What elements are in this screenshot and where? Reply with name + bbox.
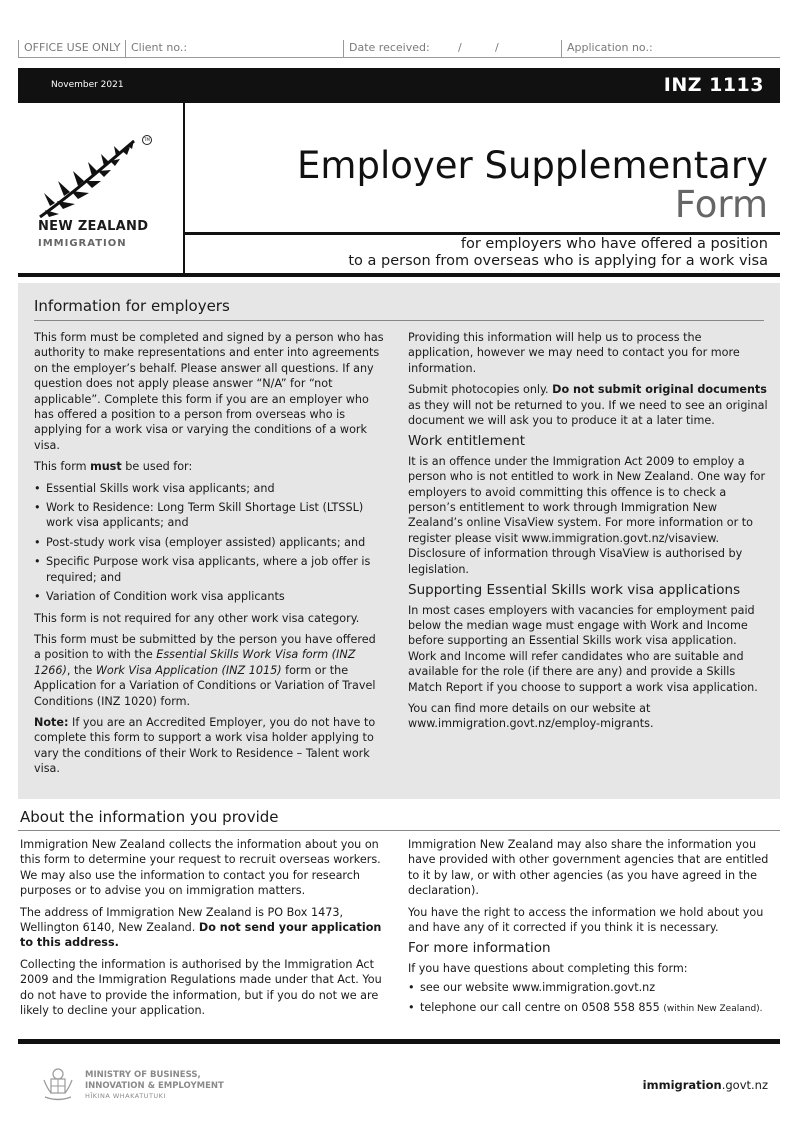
info-photocopies (408, 382, 768, 428)
text-span: form or the Application for a Variation of Conditions or Variation of Travel Conditions (INZ 1020) form. (34, 663, 376, 708)
text-span: This form must be submitted by the person you have offered a position to with the (34, 632, 376, 662)
info-submit-paragraph (34, 632, 384, 709)
form-title-line1: Employer Supplementary (297, 144, 768, 187)
text-span: The address of Immigration New Zealand is PO Box 1473, Wellington 6140, New Zealand. (20, 905, 344, 935)
info-right-column (408, 330, 768, 738)
more-info-heading: For more information (408, 940, 551, 957)
text-span: If you are an Accredited Employer, you do not have to complete this form to support a work visa holder applying to vary the conditions of their Work to Residence – Talent work visa. (34, 715, 376, 776)
text-span-italic: Work Visa Application (INZ 1015) (95, 663, 282, 677)
info-paragraph: This form is not required for any other work visa category. (34, 611, 360, 625)
about-paragraph: If you have questions about completing this form: (408, 961, 688, 975)
about-paragraph: Immigration New Zealand collects the information about you on this form to determine your request to recruit overseas workers. We may also use the information to contact you for research purposes or to advise you on immigration matters. (20, 838, 381, 898)
text-span: , the (66, 663, 96, 677)
about-right-column (408, 837, 778, 1023)
list-item: • Post-study work visa (employer assisted) applicants; and (34, 535, 384, 550)
text-span-bold: Do not send your application to this address. (20, 921, 382, 950)
office-use-label: OFFICE USE ONLY (18, 40, 120, 58)
note-label: Note: (34, 715, 69, 729)
text-span: telephone our call centre on 0508 558 855 (420, 1000, 664, 1014)
visa-types-list (34, 481, 384, 605)
form-date: November 2021 (51, 80, 124, 90)
mbie-line2: INNOVATION & EMPLOYMENT (85, 1081, 224, 1091)
header-divider (183, 103, 185, 273)
trademark-mark: TM (142, 135, 152, 145)
about-left-column (20, 837, 385, 1024)
mbie-line1: MINISTRY OF BUSINESS, (85, 1070, 201, 1080)
list-item: • Variation of Condition work visa applicants (34, 589, 384, 604)
info-paragraph: This form must be completed and signed by a person who has authority to make representations and enter into agreements on the employer’s behalf. Please answer all questions. If any question does not apply please answer “N/A” for “not applicable”. Complete this form if you are an employer who has offered a position to a person from overseas who is applying for a work visa or varying the conditions of a work visa. (34, 331, 384, 452)
application-no-field[interactable]: Application no.: (561, 40, 653, 58)
form-subtitle (348, 236, 768, 270)
site-suffix: .govt.nz (721, 1078, 768, 1092)
text-span-small: (within New Zealand). (663, 1003, 763, 1014)
office-use-strip (18, 40, 780, 58)
list-item-phone (408, 1000, 778, 1017)
about-paragraph: Collecting the information is authorised by the Immigration Act 2009 and the Immigration Regulations made under that Act. You do not have to provide the information, but if you do not we are likely to decline your application. (20, 957, 382, 1018)
date-received-field[interactable]: Date received: (343, 40, 430, 58)
about-address (20, 905, 385, 951)
silver-fern-icon (38, 137, 138, 219)
form-code: INZ 1113 (663, 74, 764, 96)
info-heading: Information for employers (34, 297, 230, 315)
footer-website[interactable] (643, 1078, 768, 1092)
list-item: • Work to Residence: Long Term Skill Shortage List (LTSSL) work visa applicants; and (34, 500, 384, 531)
text-span: This form (34, 460, 91, 474)
logo-new-zealand: NEW ZEALAND (38, 219, 149, 234)
info-heading-rule (34, 320, 764, 321)
about-paragraph: Immigration New Zealand may also share the information you have provided with other government agencies that are entitled to it by law, or with other agencies (as you have agreed in the declaration). (408, 838, 769, 898)
logo-immigration: IMMIGRATION (38, 238, 127, 249)
about-heading-rule (18, 830, 780, 831)
text-span-italic: Essential Skills Work Visa form (INZ 1266) (34, 648, 356, 677)
date-slash-2: / (495, 41, 499, 54)
info-must-used (34, 459, 384, 474)
form-header-bar (18, 68, 780, 103)
footer-rule (18, 1039, 780, 1044)
text-span: Submit photocopies only. (408, 383, 553, 397)
supporting-heading: Supporting Essential Skills work visa applications (408, 582, 741, 599)
header-bottom-rule (18, 273, 780, 277)
info-left-column (34, 330, 384, 783)
text-span: as they will not be returned to you. If we need to see an original document we will ask you to produce it at a later time. (408, 398, 768, 428)
list-item-website: • see our website www.immigration.govt.nz (408, 980, 778, 995)
form-title-line2: Form (674, 183, 768, 226)
about-heading: About the information you provide (20, 808, 279, 826)
mbie-name (85, 1070, 224, 1092)
info-for-employers-section (18, 283, 780, 799)
site-bold: immigration (642, 1078, 722, 1092)
info-paragraph: You can find more details on our website at www.immigration.govt.nz/employ-migrants. (408, 701, 654, 731)
title-rule (185, 232, 780, 235)
list-item: • Essential Skills work visa applicants; and (34, 481, 384, 496)
mbie-maori-name: HĪKINA WHAKATUTUKI (85, 1092, 166, 1100)
subtitle-line1: for employers who have offered a position (460, 236, 768, 252)
list-item: • Specific Purpose work visa applicants, where a job offer is required; and (34, 554, 384, 585)
info-note (34, 715, 384, 777)
text-span-bold: Do not submit original documents (552, 383, 767, 397)
text-span-bold: must (90, 460, 122, 474)
info-paragraph: It is an offence under the Immigration Act 2009 to employ a person who is not entitled to work in New Zealand. One way for employers to avoid committing this offence is to check a person’s entitlement to work through Immigration New Zealand’s online VisaView system. For more information or to register please visit www.immigration.govt.nz/visaview. Disclosure of information through VisaView is authorised by legislation. (408, 454, 766, 576)
work-entitlement-heading: Work entitlement (408, 433, 526, 450)
info-paragraph: Providing this information will help us to process the application, however we may need to contact you for more information. (408, 331, 740, 375)
office-underline (18, 57, 780, 58)
info-paragraph: In most cases employers with vacancies for employment paid below the median wage must engage with Work and Income before supporting an Essential Skills work visa application. Work and Income will refer candidates who are suitable and available for the role (if there are any) and provide a Skills Match Report if you choose to support a work visa application. (408, 603, 758, 694)
client-no-field[interactable]: Client no.: (125, 40, 187, 58)
about-paragraph: You have the right to access the information we hold about you and have any of it corrected if you think it is necessary. (408, 905, 764, 935)
subtitle-line2: to a person from overseas who is applying for a work visa (348, 253, 768, 269)
coat-of-arms-icon (40, 1066, 76, 1102)
date-slash-1: / (458, 41, 462, 54)
text-span: be used for: (121, 460, 193, 474)
contact-list (408, 980, 778, 1017)
